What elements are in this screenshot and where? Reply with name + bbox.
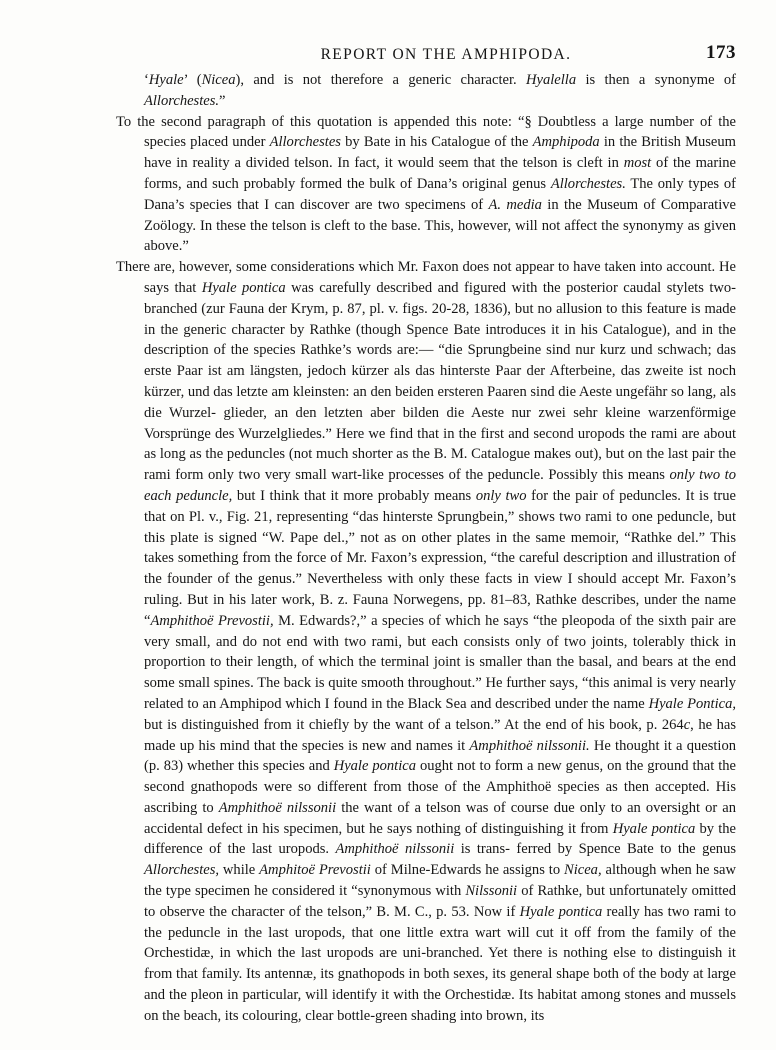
text-run: To the second paragraph of this quotation is appended this note: “§ Doubtless a large number — [116, 113, 694, 130]
text-run: kürzer als das hinterste Paar der Afterbeine, das zweite ist noch kürzer, und das letzte am — [144, 363, 736, 400]
text-run: glieder, an den letzten aber bilden die Aeste nur zwei sehr kleine warzenförmige Vorsprünge — [144, 404, 736, 442]
text-run: caudal stylets two-branched (zur Fauna der Krym, p. 87, pl. v. figs. 20-28, 1836), but no — [144, 279, 736, 317]
italic-run: Hyalella — [526, 72, 577, 88]
text-run: is trans- — [454, 841, 510, 858]
text-run: Mr. Faxon’s expression, “the careful description and illustration of the founder of the — [144, 550, 736, 588]
text-run: as long as the peduncles (not much shorter as the B. M. Catalogue makes out), but on — [144, 446, 643, 463]
paragraph-quote-end — [116, 70, 736, 112]
italic-run: Amphithoë Prevostii, — [150, 612, 274, 629]
text-run: genus.” Nevertheless with only these facts in view I should accept Mr. Faxon’s ruling. — [144, 571, 737, 608]
italic-run: Allorchestes. — [144, 92, 220, 109]
italic-run: most — [623, 155, 652, 172]
italic-run: Amphitoë Prevostii — [259, 862, 371, 879]
text-run: the species is new and names it — [279, 737, 470, 754]
text-run: kleinsten: an den beiden ersteren Paaren sind die Aeste ungefähr so lang, als die Wurzel- — [144, 383, 737, 421]
text-line — [202, 966, 704, 982]
text-run: accepted. His ascribing to — [144, 779, 737, 816]
text-run: genus — [512, 175, 551, 192]
italic-run: c — [683, 716, 691, 733]
text-run: whether this species and — [187, 758, 334, 775]
text-run: stones and mussels on the beach, its colouring, clear bottle-green shading into brown, its — [144, 987, 737, 1024]
text-run: Possibly this means — [548, 467, 670, 484]
italic-run: only two to each peduncle, — [144, 467, 736, 504]
text-run: was carefully described and figured with the posterior — [285, 279, 618, 296]
text-run: for the pair of peduncles. It is true that on Pl. v., Fig. 21, representing “das hinterste — [144, 487, 736, 525]
italic-run: A. media — [488, 196, 542, 213]
italic-run: Nicea, — [564, 862, 602, 879]
text-run: really has two rami to the peduncle in the last — [144, 903, 737, 941]
italic-run: Hyale pontica — [333, 758, 416, 775]
text-run: but is distinguished from it chiefly — [144, 716, 350, 733]
italic-run: Hyale pontica — [201, 279, 286, 296]
text-run: of — [471, 196, 489, 213]
text-line — [144, 72, 736, 88]
text-run: is then a synonyme of — [576, 72, 736, 88]
italic-run: Hyale — [148, 72, 184, 88]
text-line — [116, 114, 694, 130]
text-line — [144, 446, 643, 462]
italic-run: Amphithoë nilssonii — [335, 841, 455, 858]
italic-run: Amphithoë nilssonii. — [469, 737, 590, 754]
text-run: tolerably thick in proportion to their length, of which the terminal joint is smaller than — [144, 633, 736, 671]
italic-run: only two — [475, 487, 527, 504]
text-run: the second gnathopods were so different from those of the Amphithoë species as then — [144, 758, 736, 796]
text-run: uropods, that one little extra wart will cut it off from the family of the Orchestidæ, in which — [144, 924, 736, 962]
text-run: of Milne-Edwards — [370, 862, 482, 879]
italic-run: Nilssonii — [465, 883, 518, 900]
text-run: with — [435, 883, 466, 900]
text-run: base. This, however, will not affect the synonymy as given above.” — [144, 217, 737, 255]
text-run: by the difference of the last uropods. — [144, 820, 736, 858]
text-run: There are, however, some considerations which Mr. Faxon does not appear to have taken into — [116, 259, 663, 276]
text-run: the last uropods are uni-branched. Yet there is nothing else to distinguish it from that — [144, 945, 736, 983]
text-run: ‘ — [144, 72, 149, 88]
text-run: ” — [219, 92, 226, 109]
italic-run: Hyale pontica — [612, 820, 696, 837]
text-run: ’ ( — [183, 72, 202, 88]
text-run: ), and is not therefore a generic character. — [235, 72, 526, 88]
text-line — [144, 613, 687, 629]
text-run: the want of a telson was of course due only — [336, 799, 606, 816]
text-run: by Bate in his Catalogue of the — [340, 134, 533, 151]
text-run: M. Edwards?,” a species of which he says “the pleopoda of the sixth — [273, 612, 687, 629]
italic-run: Allorchestes. — [550, 175, 626, 192]
text-run: large and the pleon in particular, will identify it with the Orchestidæ. Its habitat among — [144, 966, 737, 1004]
text-run: family. Its antennæ, its gnathopods in both sexes, its general shape both of the body at — [201, 966, 704, 983]
page-number: 173 — [706, 42, 736, 63]
text-run: The only types of Dana’s species that I can discover are two specimens — [144, 175, 736, 213]
running-head: REPORT ON THE AMPHIPODA. — [320, 46, 572, 63]
paragraph-note — [116, 112, 736, 258]
text-run: the last pair the rami form only two very small wart-like processes of the peduncle. — [144, 446, 736, 484]
text-run: B. M. C., p. 53. Now if — [376, 903, 520, 920]
text-run: although when he saw the type specimen he considered it “synonymous — [144, 862, 737, 900]
text-line — [116, 259, 662, 275]
text-line — [187, 592, 736, 608]
italic-run: Hyale pontica — [519, 903, 603, 920]
text-run: the basal, and bears at the end some small spines. The back is quite smooth throughout.” — [144, 654, 736, 692]
text-run: des Wurzelgliedes.” Here we find that in the first and second uropods the rami are about — [215, 425, 737, 442]
text-run: of the species placed under — [144, 113, 737, 151]
text-run: of the marine forms, and such probably formed the bulk of Dana’s original — [144, 155, 736, 192]
text-run: it from — [567, 820, 613, 837]
text-run: He further says, “this animal is very nearly related to an Amphipod which I found in the — [144, 675, 736, 712]
italic-run: Amphithoë nilssonii — [218, 799, 337, 816]
text-run: by the want of a telson.” At the end of his book, p. 264 — [353, 716, 684, 733]
text-run: but I think that it more probably means — [232, 487, 472, 504]
text-line — [187, 758, 714, 774]
text-run: introduces it in his Catalogue), and in the description of the species Rathke’s words are:— — [144, 321, 736, 359]
text-run: ought not to form a new genus, on the ground that — [416, 758, 715, 775]
text-run: while — [219, 862, 260, 879]
text-run: on other plates in the same memoir, “Rathke del.” This takes something from the force of — [144, 529, 736, 567]
paragraph-considerations — [116, 257, 736, 1026]
text-run: But in his later work, B. z. Fauna Norwegens, pp. 81–83, Rathke describes, under the name — [187, 591, 736, 608]
italic-run: Hyale Pontica, — [648, 695, 736, 712]
text-run: pair are very small, and do not end with two rami, but each consists only of two joints, — [144, 612, 737, 650]
text-run: Sprungbein,” shows two rami to one peduncle, but this plate is signed “W. Pape del.,” not as — [144, 508, 736, 546]
text-run: in the Museum of Comparative Zoölogy. In these the telson is cleft to the — [144, 196, 736, 234]
text-run: account. He says that — [144, 259, 737, 296]
text-run: in the — [599, 134, 638, 151]
text-run: allusion to this feature is made in the generic character by Rathke (though Spence Bate — [144, 300, 736, 338]
text-run: , he has made up his mind that — [144, 716, 736, 754]
italic-run: Nicea — [201, 72, 236, 88]
text-run: British Museum have in reality a divided telson. In fact, it would seem that the telson — [144, 134, 736, 172]
text-run: is cleft in — [562, 155, 624, 172]
text-run: ferred by Spence Bate to the genus — [516, 841, 737, 858]
text-run: he assigns to — [485, 862, 565, 879]
text-run: “ — [144, 612, 151, 629]
text-run: to an oversight or an accidental defect in his specimen, but he says nothing of distinguishing — [144, 799, 736, 837]
text-run: He thought it a question (p. 83) — [144, 737, 736, 775]
italic-run: Allorchestes, — [144, 862, 220, 879]
text-run: of Rathke, but unfortunately omitted to observe the character of the telson,” — [144, 883, 737, 920]
body-text — [116, 70, 736, 1027]
page-header — [116, 38, 736, 70]
text-run: “die Sprungbeine sind nur kurz und schwach; das erste Paar ist am längsten, jedoch — [144, 342, 737, 380]
text-line — [144, 93, 225, 109]
italic-run: Allorchestes — [269, 134, 341, 151]
italic-run: Amphipoda — [532, 134, 600, 151]
text-run: Black Sea and described under the name — [407, 695, 649, 712]
text-line — [215, 426, 736, 442]
